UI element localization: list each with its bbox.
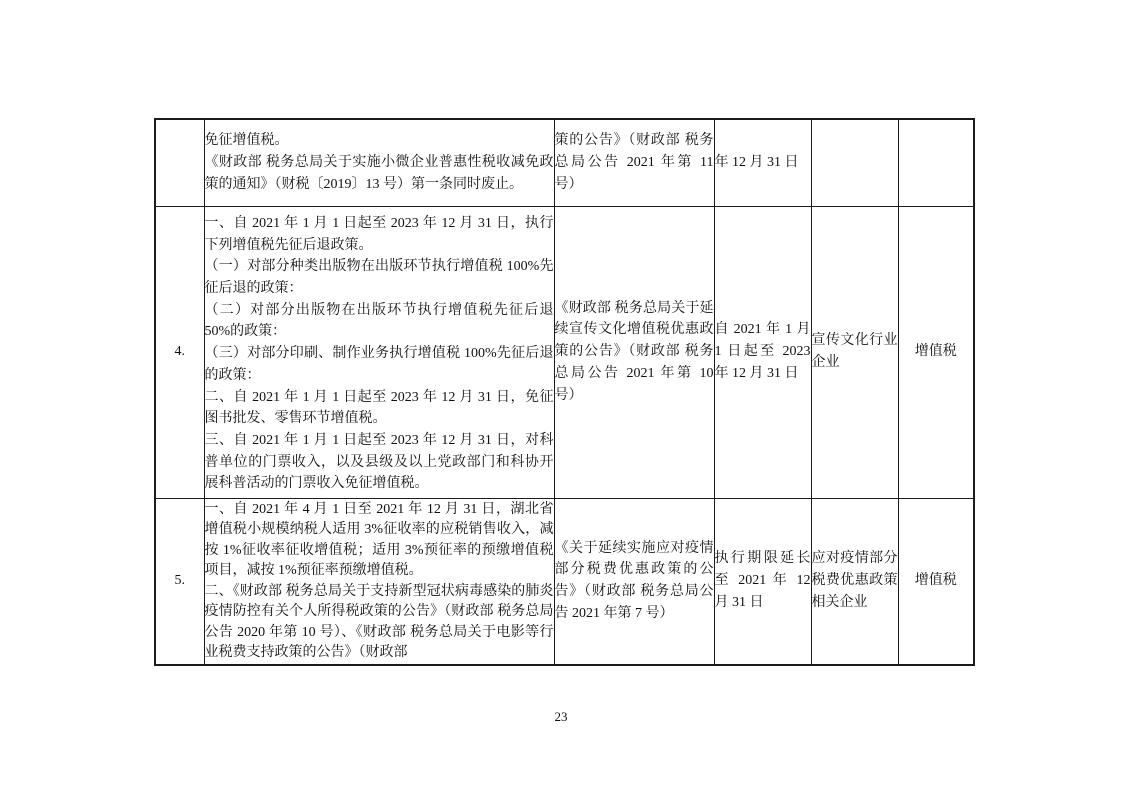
document-text: 《财政部 税务总局关于延续宣传文化增值税优惠政策的公告》（财政部 税务总局公告 2021 年第 10 号） (554, 300, 714, 403)
document-cell (554, 498, 714, 665)
period-text: 自 2021 年 1 月 1 日起至 2023 年 12 月 31 日 (714, 322, 811, 381)
policy-cell (204, 206, 554, 498)
policy-paragraph: 一、自 2021 年 4 月 1 日至 2021 年 12 月 31 日，湖北省增值税小规模纳税人适用 3%征收率的应税销售收入，减按 1%征收率征收增值税；适用 3%预征率的预缴增值税项目，减按 1%预征率预缴增值税。 (204, 501, 554, 578)
tax-type-text: 增值税 (914, 344, 957, 360)
period-cell (714, 119, 811, 206)
document-text: 《关于延续实施应对疫情部分税费优惠政策的公告》（财政部 税务总局公告 2021 年第 7 号） (554, 540, 714, 621)
applicable-cell (811, 119, 898, 206)
page-number: 23 (554, 709, 568, 724)
applicable-text: 宣传文化行业企业 (811, 333, 898, 370)
tax-type-cell (898, 119, 974, 206)
period-text: 执行期限延长至 2021 年 12 月 31 日 (714, 551, 811, 610)
policy-paragraph: 免征增值税。 (204, 133, 289, 149)
seq-cell (155, 206, 204, 498)
document-cell (554, 206, 714, 498)
table-row (155, 206, 974, 498)
policy-paragraph: 三、自 2021 年 1 月 1 日起至 2023 年 12 月 31 日，对科普单位的门票收入，以及县级及以上党政部门和科协开展科普活动的门票收入免征增值税。 (204, 432, 554, 492)
policy-paragraph: （三）对部分印刷、制作业务执行增值税 100%先征后退的政策： (204, 346, 554, 383)
policy-paragraph: 《财政部 税务总局关于实施小微企业普惠性税收减免政策的通知》（财税〔2019〕13 号）第一条同时废止。 (204, 154, 554, 192)
applicable-cell (811, 498, 898, 665)
period-cell (714, 206, 811, 498)
policy-paragraph: 二、《财政部 税务总局关于支持新型冠状病毒感染的肺炎疫情防控有关个人所得税政策的公告》（财政部 税务总局公告 2020 年第 10 号）、《财政部 税务总局关于电影等行业税费支持政策的公告》（财政部 (204, 583, 554, 660)
seq-number: 4. (174, 344, 185, 360)
period-cell (714, 498, 811, 665)
policy-paragraph: （一）对部分种类出版物在出版环节执行增值税 100%先征后退的政策： (204, 259, 554, 297)
document-text: 策的公告》（财政部 税务总局公告 2021 年第 11 号） (554, 133, 714, 192)
policy-paragraph: （二）对部分出版物在出版环节执行增值税先征后退 50%的政策： (204, 302, 554, 340)
seq-number: 5. (174, 573, 185, 589)
seq-cell (155, 498, 204, 665)
table-row (155, 119, 974, 206)
policy-paragraph: 二、自 2021 年 1 月 1 日起至 2023 年 12 月 31 日，免征图书批发、零售环节增值税。 (204, 389, 554, 427)
policy-paragraph: 一、自 2021 年 1 月 1 日起至 2023 年 12 月 31 日，执行下列增值税先征后退政策。 (204, 215, 554, 253)
policy-cell (204, 498, 554, 665)
document-cell (554, 119, 714, 206)
policy-cell (204, 119, 554, 206)
tax-policy-table (154, 118, 975, 666)
tax-type-cell (898, 498, 974, 665)
tax-type-cell (898, 206, 974, 498)
tax-type-text: 增值税 (914, 573, 957, 589)
applicable-text: 应对疫情部分税费优惠政策相关企业 (811, 551, 898, 610)
table-row (155, 498, 974, 665)
applicable-cell (811, 206, 898, 498)
seq-cell (155, 119, 204, 206)
period-text: 年 12 月 31 日 (714, 154, 799, 170)
